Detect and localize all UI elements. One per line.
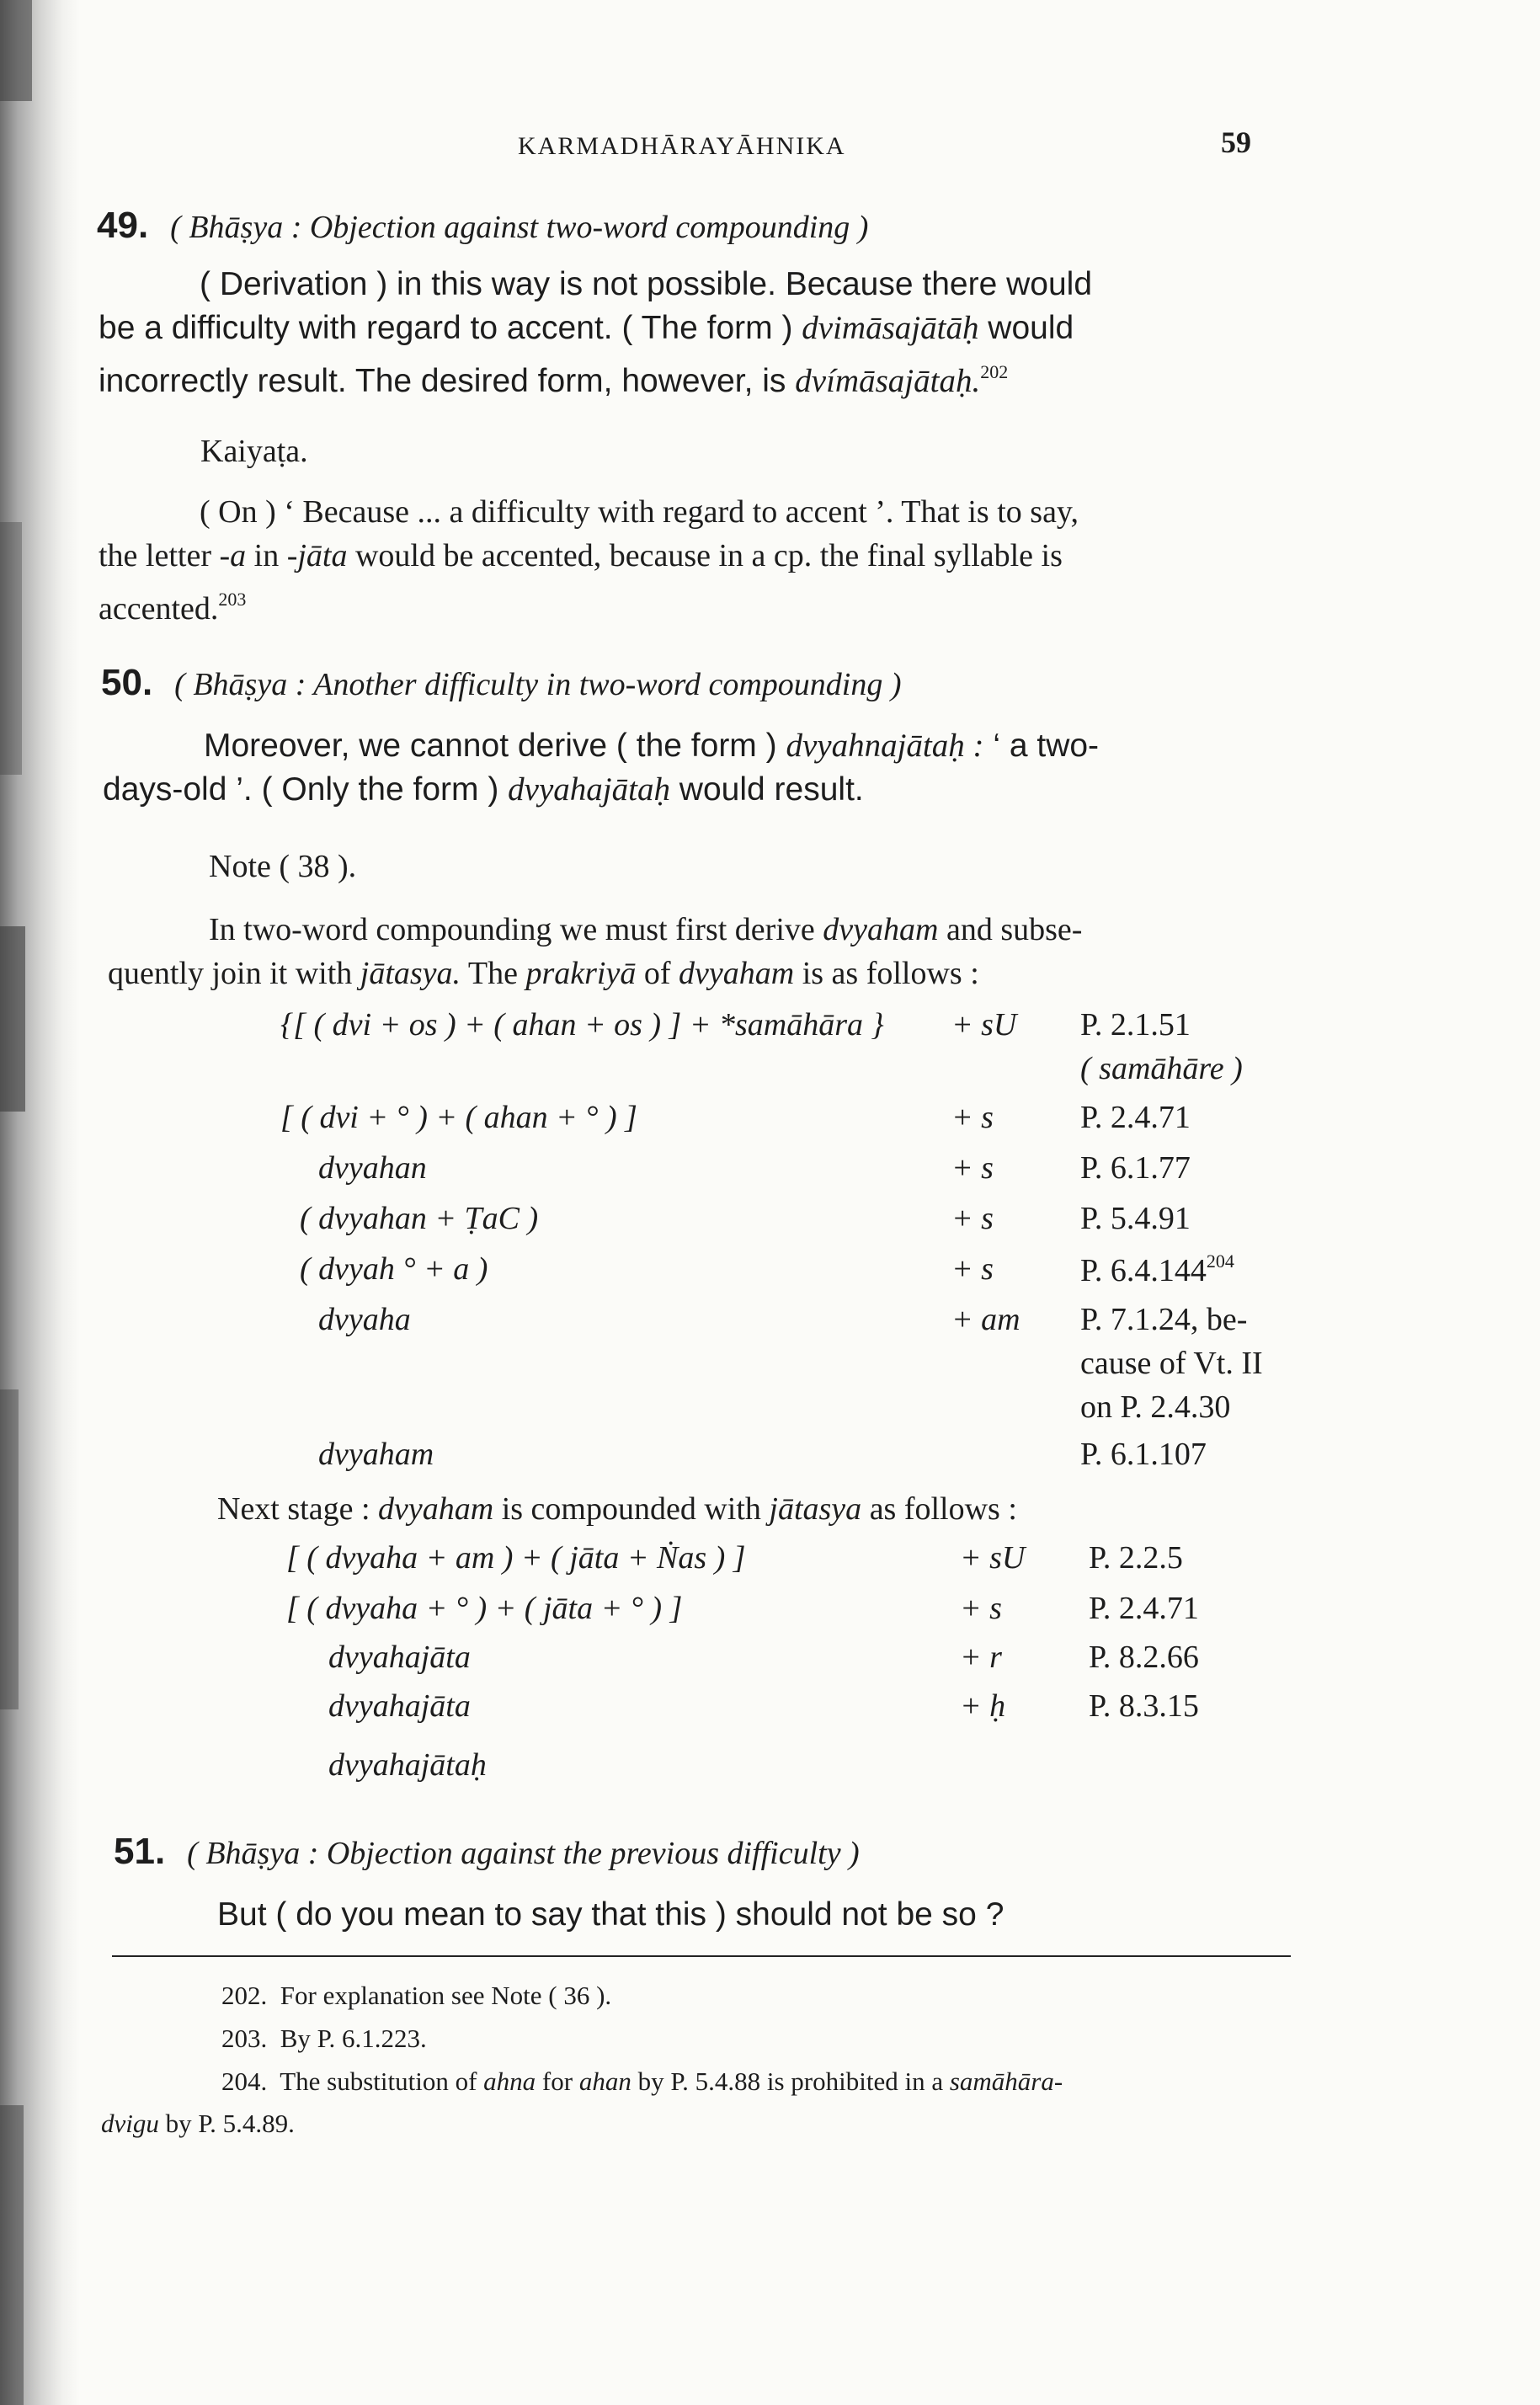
derivation-form: ( dvyahan + ṬaC ) bbox=[300, 1201, 539, 1236]
derivation-affix: + s bbox=[951, 1150, 994, 1186]
note-label: Note ( 38 ). bbox=[209, 849, 357, 884]
derivation-rule: P. 6.1.107 bbox=[1080, 1437, 1207, 1472]
section-49-paragraph: ( Derivation ) in this way is not possible. Because there would be a difficulty with regard to accent. ( The form ) dvimāsajātāḥ would incorrectly result. The desired form, however, is dvímāsajātaḥ.$^{202}$ bbox=[99, 266, 1093, 399]
derivation-form: dvyahan bbox=[318, 1150, 427, 1186]
footnote-ref-203: 203 bbox=[218, 589, 247, 610]
derivation-rule: P. 5.4.91 bbox=[1080, 1201, 1191, 1236]
section-51-header bbox=[114, 1831, 860, 1873]
derivation-affix: + am bbox=[951, 1302, 1020, 1337]
derivation-rule: cause of Vt. II bbox=[1080, 1346, 1263, 1381]
derivation-form: dvyaha bbox=[318, 1302, 411, 1337]
derivation-form: [ ( dvyaha + ° ) + ( jāta + ° ) ] bbox=[286, 1591, 683, 1626]
kaiyata-label: Kaiyaṭa. bbox=[200, 434, 308, 469]
footnote-rule bbox=[112, 1955, 1291, 1957]
section-heading: ( Bhāṣya : Objection against the previous difficulty ) bbox=[187, 1836, 860, 1871]
section-number: 51. bbox=[114, 1831, 166, 1872]
running-head: KARMADHĀRAYĀHNIKA bbox=[518, 132, 846, 160]
section-number: 50. bbox=[101, 662, 153, 703]
derivation-rule: ( samāhāre ) bbox=[1080, 1051, 1243, 1086]
footnote-ref-202: 202 bbox=[980, 361, 1009, 382]
section-heading: ( Bhāṣya : Another difficulty in two-word compounding ) bbox=[174, 667, 902, 702]
derivation-form: {[ ( dvi + os ) + ( ahan + os ) ] + *samāhāra } bbox=[280, 1007, 884, 1043]
derivation-form: ( dvyah ° + a ) bbox=[300, 1251, 488, 1287]
derivation-affix: + s bbox=[951, 1251, 994, 1287]
derivation-rule: P. 8.3.15 bbox=[1089, 1688, 1199, 1724]
derivation-affix: + s bbox=[951, 1100, 994, 1135]
footnote-204: 204. The substitution of ahna for ahan by P. 5.4.88 is prohibited in a samāhāra- bbox=[221, 2066, 1063, 2096]
derivation-form: dvyahajātaḥ bbox=[328, 1747, 487, 1783]
page-number: 59 bbox=[1221, 125, 1251, 159]
derivation-affix: + sU bbox=[960, 1540, 1026, 1576]
section-heading: ( Bhāṣya : Objection against two-word compounding ) bbox=[170, 210, 869, 245]
derivation-rule: P. 6.1.77 bbox=[1080, 1150, 1191, 1186]
next-stage-line: Next stage : dvyaham is compounded with jātasya as follows : bbox=[217, 1491, 1017, 1527]
derivation-affix: + s bbox=[960, 1591, 1002, 1626]
derivation-rule: P. 6.4.144$^{204}$ bbox=[1080, 1250, 1234, 1288]
derivation-rule: P. 2.4.71 bbox=[1080, 1100, 1191, 1135]
derivation-form: [ ( dvyaha + am ) + ( jāta + Ṅas ) ] bbox=[286, 1540, 746, 1576]
footnote-202: 202. For explanation see Note ( 36 ). bbox=[221, 1981, 612, 2010]
derivation-affix: + sU bbox=[951, 1007, 1017, 1043]
derivation-rule: P. 2.1.51 bbox=[1080, 1007, 1191, 1043]
derivation-affix: + ḥ bbox=[960, 1688, 1006, 1724]
prakriya-intro: In two-word compounding we must first derive dvyaham and subse- quently join it with jātasya. The prakriyā of dvyaham is as follows : bbox=[108, 912, 1083, 991]
derivation-rule: P. 2.2.5 bbox=[1089, 1540, 1183, 1576]
footnote-ref-204: 204 bbox=[1206, 1250, 1234, 1272]
derivation-rule: on P. 2.4.30 bbox=[1080, 1389, 1231, 1425]
section-50-header bbox=[101, 662, 902, 704]
derivation-form: dvyahajāta bbox=[328, 1688, 471, 1724]
derivation-form: dvyahajāta bbox=[328, 1640, 471, 1675]
footnote-203: 203. By P. 6.1.223. bbox=[221, 2024, 427, 2053]
kaiyata-paragraph: ( On ) ‘ Because ... a difficulty with regard to accent ’. That is to say, the letter -a in -jāta would be accented, because in a cp. the final syllable is accented.$^{203}$ bbox=[99, 494, 1079, 627]
section-49-header bbox=[97, 205, 868, 247]
derivation-affix: + r bbox=[960, 1640, 1002, 1675]
section-51-text: But ( do you mean to say that this ) should not be so ? bbox=[217, 1896, 1004, 1933]
derivation-form: [ ( dvi + ° ) + ( ahan + ° ) ] bbox=[280, 1100, 637, 1135]
section-number: 49. bbox=[97, 205, 149, 246]
derivation-rule: P. 8.2.66 bbox=[1089, 1640, 1199, 1675]
derivation-rule: P. 7.1.24, be- bbox=[1080, 1302, 1248, 1337]
footnote-204-continued: dvigu by P. 5.4.89. bbox=[101, 2109, 295, 2138]
section-50-paragraph: Moreover, we cannot derive ( the form ) dvyahnajātaḥ : ‘ a two- days-old ’. ( Only the form ) dvyahajātaḥ would result. bbox=[103, 728, 1100, 808]
derivation-affix: + s bbox=[951, 1201, 994, 1236]
derivation-rule: P. 2.4.71 bbox=[1089, 1591, 1199, 1626]
derivation-form: dvyaham bbox=[318, 1437, 434, 1472]
